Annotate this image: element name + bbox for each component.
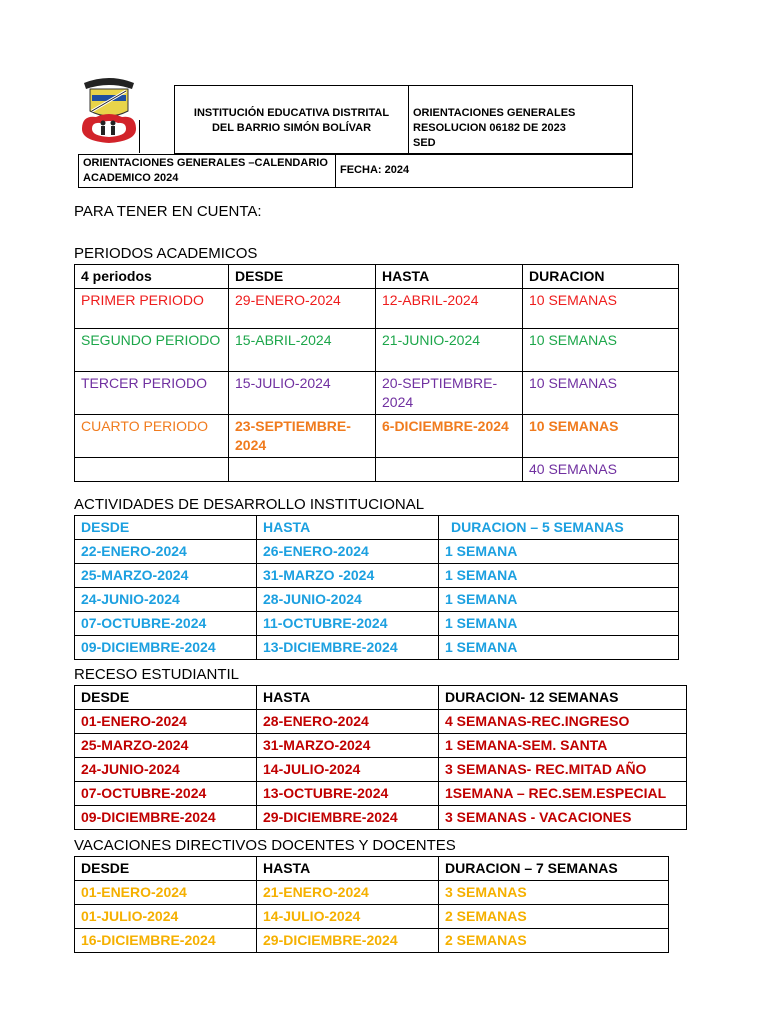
table-cell (75, 458, 229, 482)
orientation-line-3: SED (413, 137, 436, 149)
table-cell: 21-ENERO-2024 (257, 881, 439, 905)
table-cell: 09-DICIEMBRE-2024 (75, 806, 257, 830)
table-cell: 29-ENERO-2024 (229, 289, 376, 329)
table-cell: 1 SEMANA (439, 540, 679, 564)
table-row (75, 636, 679, 660)
periods-section-title: PERIODOS ACADEMICOS (74, 245, 258, 262)
table-cell: 01-ENERO-2024 (75, 881, 257, 905)
table-cell: 1 SEMANA-SEM. SANTA (439, 734, 687, 758)
table-row (75, 881, 669, 905)
table-cell: PRIMER PERIODO (75, 289, 229, 329)
column-header: DESDE (75, 857, 257, 881)
vacations-section-title: VACACIONES DIRECTIVOS DOCENTES Y DOCENTES (74, 837, 456, 854)
recess-section-title: RECESO ESTUDIANTIL (74, 666, 240, 683)
table-cell: 2 SEMANAS (439, 905, 669, 929)
table-cell: 25-MARZO-2024 (75, 564, 257, 588)
recess-table (74, 685, 687, 830)
table-cell: 11-OCTUBRE-2024 (257, 612, 439, 636)
table-cell (376, 458, 523, 482)
periods-table (74, 264, 679, 482)
table-cell: 21-JUNIO-2024 (376, 329, 523, 372)
table-cell: 4 SEMANAS-REC.INGRESO (439, 710, 687, 734)
table-cell: 10 SEMANAS (523, 372, 679, 415)
table-cell: 6-DICIEMBRE-2024 (376, 415, 523, 458)
table-header-row (75, 857, 669, 881)
table-row (75, 782, 687, 806)
table-cell: 15-JULIO-2024 (229, 372, 376, 415)
table-cell: 1 SEMANA (439, 588, 679, 612)
table-row (75, 540, 679, 564)
activities-table (74, 515, 679, 660)
table-row (75, 415, 679, 458)
table-cell: 13-OCTUBRE-2024 (257, 782, 439, 806)
calendar-title-cell (79, 155, 336, 188)
table-cell: 24-JUNIO-2024 (75, 758, 257, 782)
table-cell: 14-JULIO-2024 (257, 758, 439, 782)
column-header: DURACION- 12 SEMANAS (439, 686, 687, 710)
table-cell: 28-JUNIO-2024 (257, 588, 439, 612)
orientation-line-1: ORIENTACIONES GENERALES (413, 107, 576, 119)
table-cell: 2 SEMANAS (439, 929, 669, 953)
table-row (75, 564, 679, 588)
table-row (75, 734, 687, 758)
table-cell: CUARTO PERIODO (75, 415, 229, 458)
column-header: DURACION (523, 265, 679, 289)
table-cell: 23-SEPTIEMBRE-2024 (229, 415, 376, 458)
table-cell: 10 SEMANAS (523, 329, 679, 372)
table-cell: TERCER PERIODO (75, 372, 229, 415)
table-cell: 09-DICIEMBRE-2024 (75, 636, 257, 660)
table-cell: 01-JULIO-2024 (75, 905, 257, 929)
logo-frame (139, 120, 141, 153)
table-cell: 40 SEMANAS (523, 458, 679, 482)
table-row (75, 806, 687, 830)
column-header: HASTA (257, 516, 439, 540)
table-cell: 10 SEMANAS (523, 289, 679, 329)
table-header-row (75, 516, 679, 540)
table-cell: 1 SEMANA (439, 612, 679, 636)
table-cell: 28-ENERO-2024 (257, 710, 439, 734)
table-cell: 31-MARZO -2024 (257, 564, 439, 588)
table-cell: 10 SEMANAS (523, 415, 679, 458)
column-header: HASTA (376, 265, 523, 289)
table-cell: 3 SEMANAS - VACACIONES (439, 806, 687, 830)
fecha-label: FECHA: 2024 (340, 164, 410, 176)
table-cell: 07-OCTUBRE-2024 (75, 612, 257, 636)
table-cell: 16-DICIEMBRE-2024 (75, 929, 257, 953)
table-row (75, 905, 669, 929)
table-cell: 29-DICIEMBRE-2024 (257, 806, 439, 830)
table-cell: 22-ENERO-2024 (75, 540, 257, 564)
table-row (75, 372, 679, 415)
column-header: DURACION – 5 SEMANAS (439, 516, 679, 540)
table-cell: 24-JUNIO-2024 (75, 588, 257, 612)
table-header-row (75, 265, 679, 289)
table-cell: 1 SEMANA (439, 636, 679, 660)
table-cell: 20-SEPTIEMBRE-2024 (376, 372, 523, 415)
institution-name-cell (175, 86, 409, 154)
table-cell: 12-ABRIL-2024 (376, 289, 523, 329)
table-row (75, 289, 679, 329)
column-header: DESDE (75, 686, 257, 710)
table-header-row (75, 686, 687, 710)
table-cell: 13-DICIEMBRE-2024 (257, 636, 439, 660)
calendar-title: ORIENTACIONES GENERALES –CALENDARIO ACADEMICO 2024 (83, 157, 328, 184)
column-header: HASTA (257, 857, 439, 881)
table-row (75, 758, 687, 782)
orientation-line-2: RESOLUCION 06182 DE 2023 (413, 122, 566, 134)
table-cell: 1 SEMANA (439, 564, 679, 588)
column-header: DESDE (75, 516, 257, 540)
table-cell: 15-ABRIL-2024 (229, 329, 376, 372)
activities-section-title: ACTIVIDADES DE DESARROLLO INSTITUCIONAL (74, 496, 425, 513)
orientation-cell (409, 86, 633, 154)
table-row (75, 929, 669, 953)
note-heading: PARA TENER EN CUENTA: (74, 203, 262, 220)
vacations-table (74, 856, 669, 953)
table-row (75, 710, 687, 734)
school-logo (78, 75, 140, 153)
table-row (75, 612, 679, 636)
table-cell: 25-MARZO-2024 (75, 734, 257, 758)
table-row (75, 588, 679, 612)
table-cell (229, 458, 376, 482)
table-cell: 3 SEMANAS (439, 881, 669, 905)
column-header: 4 periodos (75, 265, 229, 289)
table-cell: 14-JULIO-2024 (257, 905, 439, 929)
table-cell: 1SEMANA – REC.SEM.ESPECIAL (439, 782, 687, 806)
table-cell: 31-MARZO-2024 (257, 734, 439, 758)
institution-name: INSTITUCIÓN EDUCATIVA DISTRITAL DEL BARRIO SIMÓN BOLÍVAR (193, 107, 390, 134)
column-header: HASTA (257, 686, 439, 710)
table-row (75, 329, 679, 372)
table-cell: 3 SEMANAS- REC.MITAD AÑO (439, 758, 687, 782)
column-header: DESDE (229, 265, 376, 289)
column-header: DURACION – 7 SEMANAS (439, 857, 669, 881)
table-cell: SEGUNDO PERIODO (75, 329, 229, 372)
school-crest-logo-icon (78, 75, 140, 153)
header-table-top (174, 85, 633, 154)
table-cell: 01-ENERO-2024 (75, 710, 257, 734)
table-row (75, 458, 679, 482)
header-table-bottom (78, 154, 633, 188)
table-cell: 07-OCTUBRE-2024 (75, 782, 257, 806)
table-cell: 29-DICIEMBRE-2024 (257, 929, 439, 953)
fecha-cell (336, 155, 633, 188)
table-cell: 26-ENERO-2024 (257, 540, 439, 564)
